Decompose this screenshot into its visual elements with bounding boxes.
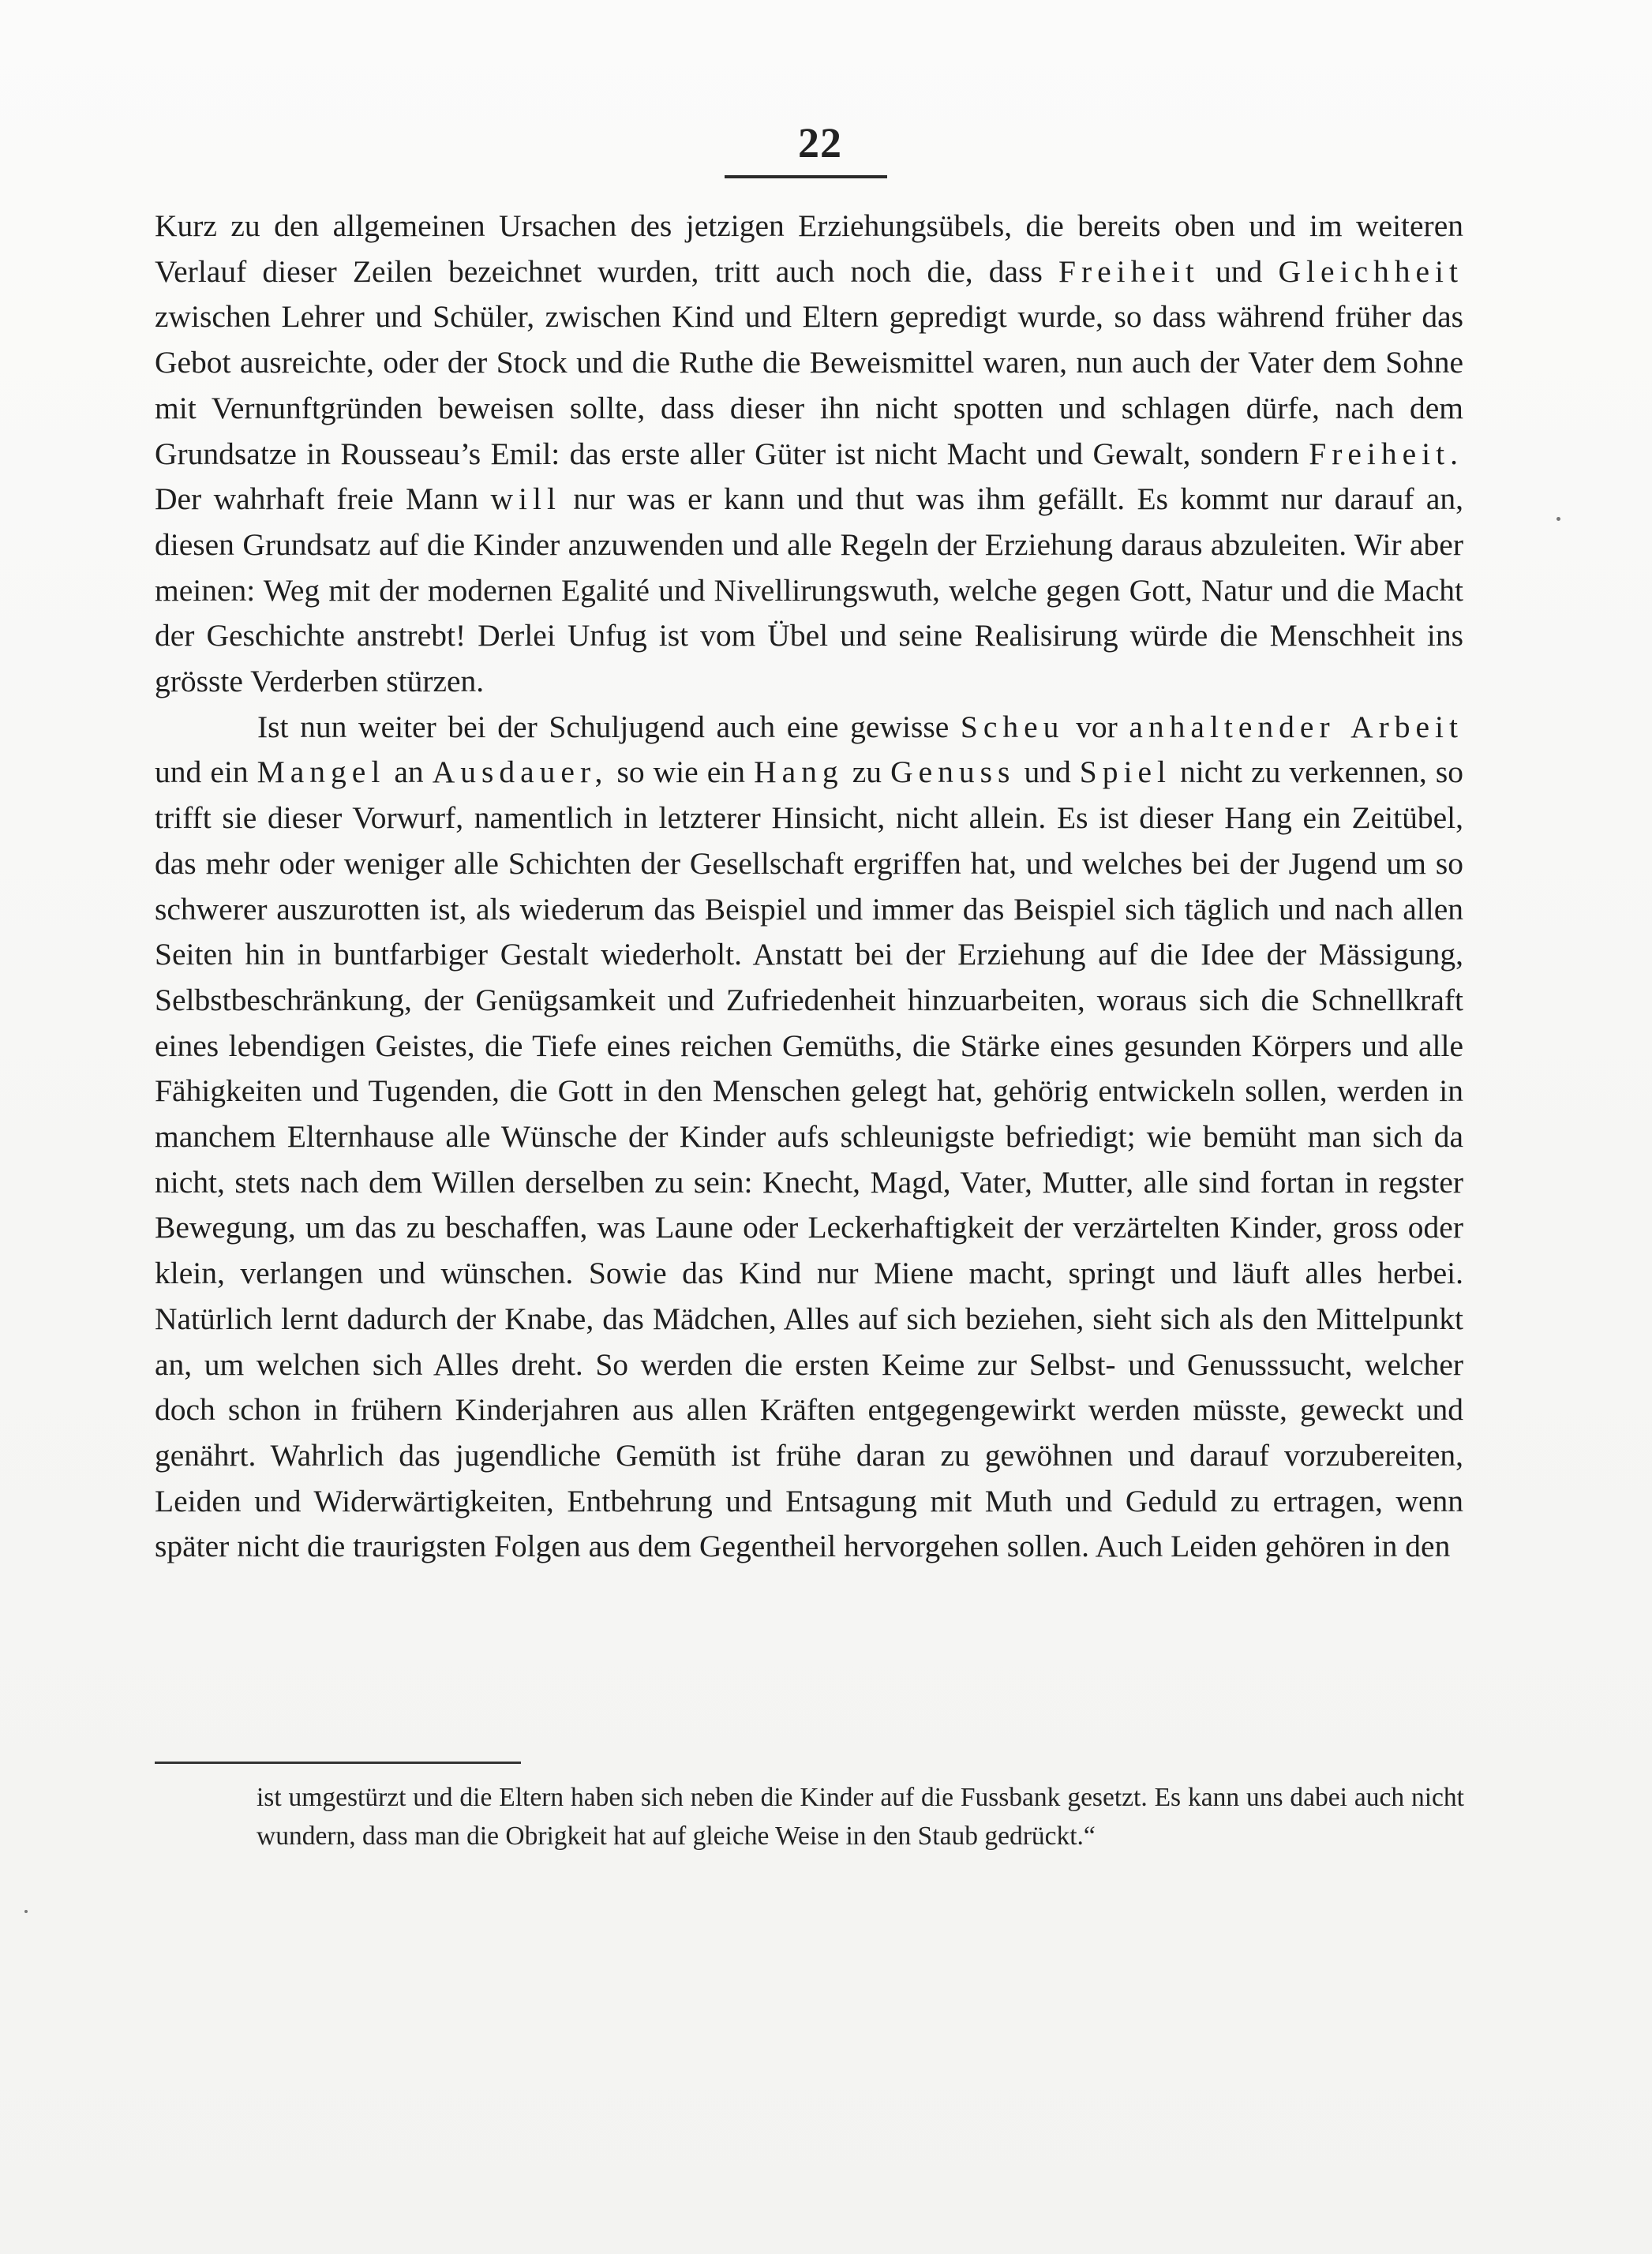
emphasized-text: anhaltender Arbeit xyxy=(1129,709,1464,744)
text-run: vor xyxy=(1064,709,1129,744)
text-run: und xyxy=(1199,253,1279,289)
page-number: 22 xyxy=(798,119,842,167)
text-run: Kurz zu den allgemeinen Ursachen des jetzigen Erziehungsübels, die bereits oben und im weiteren Verlauf dieser Zeilen bezeichnet wurden, tritt auch noch die, dass xyxy=(155,208,1463,289)
emphasized-text: Spiel xyxy=(1079,754,1171,790)
emphasized-text: Genuss xyxy=(890,754,1016,790)
footnote: ist umgestürzt und die Eltern haben sich neben die Kinder auf die Fussbank gesetzt. Es kann uns dabei auch nicht wundern, dass man die Obrigkeit hat auf gleiche Weise in den Staub gedrückt.“ xyxy=(257,1783,1464,1851)
emphasized-text: will xyxy=(490,481,561,517)
main-text xyxy=(155,204,1463,1570)
margin-speck xyxy=(24,1910,28,1913)
emphasized-text: Freiheit. xyxy=(1309,436,1463,471)
margin-speck xyxy=(1556,517,1560,521)
text-run: zwischen Lehrer und Schüler, zwischen Kind und Eltern gepredigt wurde, so dass während früher das Gebot ausreichte, oder der Stock und die Ruthe die Beweismittel waren, nun auch der Vater dem Sohne mit Vernunftgründen beweisen sollte, dass dieser ihn nicht spotten und schlagen dürfe, nach dem Grundsatze in Rousseau’s Emil: das erste aller Güter ist nicht Macht und Gewalt, sondern xyxy=(155,299,1463,471)
text-run: nur was er kann und thut was ihm gefällt. Es kommt nur darauf an, diesen Grundsatz auf die Kinder anzuwenden und alle Regeln der Erziehung daraus abzuleiten. Wir aber meinen: Weg mit der modernen Egalité und Nivellirungswuth, welche gegen Gott, Natur und die Macht der Geschichte anstrebt! Derlei Unfug ist vom Übel und seine Realisirung würde die Menschheit ins grösste Verderben stürzen. xyxy=(155,481,1464,699)
emphasized-text: Mangel xyxy=(257,754,386,790)
footnote-rule xyxy=(155,1762,521,1764)
emphasized-text: Hang xyxy=(754,754,844,790)
header-rule xyxy=(725,175,887,178)
text-run: so wie ein xyxy=(608,754,755,790)
text-run: Der wahrhaft freie Mann xyxy=(155,481,491,517)
text-run: zu xyxy=(843,754,891,790)
paragraph xyxy=(155,204,1463,705)
text-run: und ein xyxy=(155,754,257,790)
text-run: Ist nun weiter bei der Schuljugend auch eine gewisse xyxy=(257,709,961,744)
emphasized-text: Scheu xyxy=(960,709,1065,744)
text-run: an xyxy=(385,754,433,790)
emphasized-text: Ausdauer, xyxy=(432,754,609,790)
emphasized-text: Freiheit xyxy=(1058,253,1200,289)
text-run: nicht zu verkennen, so trifft sie dieser Vorwurf, namentlich in letzterer Hinsicht, nicht allein. Es ist dieser Hang ein Zeitübel, das mehr oder weniger alle Schichten der Gesellschaft ergriffen hat, und welches bei der Jugend um so schwerer auszurotten ist, als wiederum das Beispiel und immer das Beispiel sich täglich und nach allen Seiten hin in buntfarbiger Gestalt wiederholt. Anstatt bei der Erziehung auf die Idee der Mässigung, Selbstbeschränkung, der Genügsamkeit und Zufriedenheit hinzuarbeiten, woraus sich die Schnellkraft eines lebendigen Geistes, die Tiefe eines reichen Gemüths, die Stärke eines gesunden Körpers und alle Fähigkeiten und Tugenden, die Gott in den Menschen gelegt hat, gehörig entwickeln sollen, werden in manchem Elternhause alle Wünsche der Kinder aufs schleunigste befriedigt; wie bemüht man sich da nicht, stets nach dem Willen derselben zu sein: Knecht, Magd, Vater, Mutter, alle sind fortan in regster Bewegung, um das zu beschaffen, was Laune oder Leckerhaftigkeit der verzärtelten Kinder, gross oder klein, verlangen und wünschen. Sowie das Kind nur Miene macht, springt und läuft alles herbei. Natürlich lernt dadurch der Knabe, das Mädchen, Alles auf sich beziehen, sieht sich als den Mittelpunkt an, um welchen sich Alles dreht. So werden die ersten Keime zur Selbst- und Genusssucht, welcher doch schon in frühern Kinderjahren aus allen Kräften entgegengewirkt werden müsste, geweckt und genährt. Wahrlich das jugendliche Gemüth ist frühe daran zu gewöhnen und darauf vorzubereiten, Leiden und Widerwärtigkeiten, Entbehrung und Entsagung mit Muth und Geduld zu ertragen, wenn später nicht die traurigsten Folgen aus dem Gegentheil hervorgehen sollen. Auch Leiden gehören in den xyxy=(155,754,1463,1564)
emphasized-text: Gleichheit xyxy=(1278,253,1463,289)
paragraph xyxy=(155,705,1463,1570)
text-run: und xyxy=(1015,754,1080,790)
